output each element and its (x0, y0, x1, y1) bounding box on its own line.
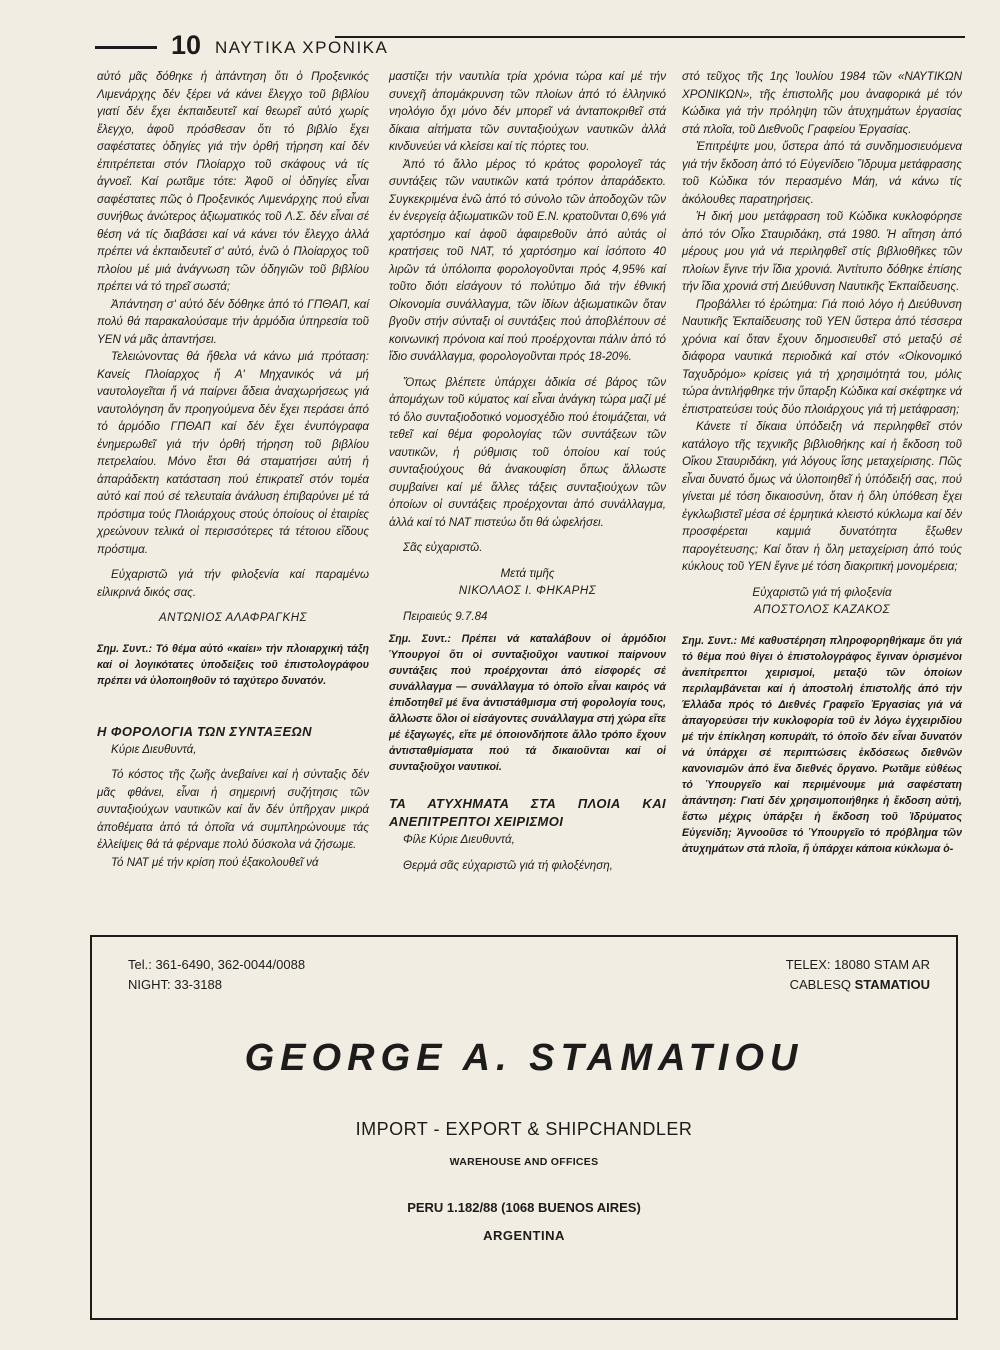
col1-paragraph-2: Ἀπάντηση σ' αὐτό δέν δόθηκε ἀπό τό ΓΠΘΑΠ, καί πολύ θά παρακαλούσαμε τήν ἁρμόδια ὑπηρεσία τοῦ ΥΕΝ νά μᾶς ἀπαντήσει. (97, 297, 369, 346)
ad-night-phone: NIGHT: 33-3188 (128, 977, 222, 992)
col2-thanks: Σᾶς εὐχαριστῶ. (403, 541, 483, 554)
ad-telex: TELEX: 18080 STAM AR (785, 957, 930, 972)
col1-editor-note (97, 641, 369, 689)
column-3 (682, 68, 962, 857)
col3-paragraph-1: στό τεῦχος τῆς 1ης Ἰουλίου 1984 τῶν «ΝΑΥΤΙΚΩΝ ΧΡΟΝΙΚΩΝ», τῆς ἐπιστολῆς μου ἀναφορικά μέ τόν Κώδικα γιά τήν πρόληψη τῶν ἀτυχημάτων ἐργασίας στά πλοῖα, τοῦ Διεθνοῦς Γραφείου Ἐργασίας. (682, 70, 962, 136)
col1-paragraph-4: Εὐχαριστῶ γιά τήν φιλοξενία καί παραμένω εἰλικρινά δικός σας. (97, 568, 369, 599)
ad-cable-name: STAMATIOU (854, 977, 930, 992)
col1-paragraph-5: Τό κόστος τῆς ζωῆς ἀνεβαίνει καί ἡ σύνταξις δέν μᾶς φθάνει, εἶναι ἡ σημερινή συζήτησις τῶν συνταξιούχων ναυτικῶν καί ἄν δέν ὑπῆρχαν μικρά ἀποθέματα ἀπό τά ὁποῖα νά συμπληρώνουμε τάς ἐλλείψεις θά τά φέρναμε πολύ δύσκολα νά ζήσωμε. (97, 768, 369, 851)
ad-telephone: Tel.: 361-6490, 362-0044/0088 (128, 957, 306, 972)
col2-editor-note (389, 631, 666, 775)
advertisement-box (90, 935, 958, 1320)
col3-paragraph-5: Κάνετε τί δίκαια ὑπόδειξη νά περιληφθεῖ στόν κατάλογο τῆς τεχνικῆς βιβλιοθήκης καί ἡ ἔκδοση τοῦ Οἴκου Σταυριδάκη, γιά λόγους ἴσης μεταχείρισης. Πῶς εἶναι δυνατό ὅμως νά ὑλοποιηθεῖ ἡ ὑπόδειξή σας, πού γίνεται μέ τόση δικαιοσύνη, ὅταν ἡ ὅλη ὑπόθεση ἔχει ἐγκλωβιστεῖ μέσα σέ ἑρμητικά κλειστό κύκλωμα καί δέν προσφέρεται καμμιά δυνατότητα ἔξωθεν παρογέτευσης; Καί ὅταν ἡ ὅλη μεταχείριση ἀπό τούς κύκλους τοῦ ΥΕΝ ἔγινε μέ τόση διακριτική μονομέρεια; (682, 420, 962, 573)
col3-closing: Εὐχαριστῶ γιά τή φιλοξενία (752, 585, 892, 599)
col1-signature: ΑΝΤΩΝΙΟΣ ΑΛΑΦΡΑΓΚΗΣ (158, 611, 308, 624)
column-2 (389, 68, 666, 874)
col2-paragraph-4: Θερμά σᾶς εὐχαριστῶ γιά τή φιλοξένηση, (403, 858, 613, 872)
ad-business-line: IMPORT - EXPORT & SHIPCHANDLER (355, 1119, 693, 1139)
ad-cable-prefix: CABLESQ (789, 977, 852, 992)
col3-editor-note (682, 633, 962, 857)
header-rule-left (95, 46, 157, 49)
col2-signature: ΝΙΚΟΛΑΟΣ Ι. ΦΗΚΑΡΗΣ (458, 584, 597, 597)
note-label: Σημ. Συντ.: (97, 642, 153, 655)
note-label: Σημ. Συντ.: (389, 633, 451, 645)
col2-place-date: Πειραιεύς 9.7.84 (403, 609, 488, 623)
ad-company-name: GEORGE A. STAMATIOU (244, 1037, 804, 1079)
section-title-pensions: Η ΦΟΡΟΛΟΓΙΑ ΤΩΝ ΣΥΝΤΑΞΕΩΝ (97, 723, 312, 739)
ad-cable (786, 975, 930, 995)
col2-salutation: Φίλε Κύριε Διευθυντά, (403, 833, 515, 846)
col1-paragraph-6: Τό ΝΑΤ μέ τήν κρίση πού ἐξακολουθεῖ νά (111, 855, 319, 869)
page-number: 10 (171, 30, 202, 60)
col3-paragraph-2: Ἐπιτρέψτε μου, ὕστερα ἀπό τά συνδημοσιευόμενα γιά τήν ἔκδοση ἀπό τό Εὐγενίδειο Ἵδρυμα μετάφρασης τοῦ Κώδικα τόν περασμένο Μάη, νά κάνω τίς ἀκόλουθες παρατηρήσεις. (682, 140, 962, 206)
col1-paragraph-1: αὐτό μᾶς δόθηκε ἡ ἀπάντηση ὅτι ὁ Προξενικός Λιμενάρχης δέν ξέρει νά κάνει ἔλεγχο τοῦ βιβλίου γιατί δέν ἔχει ἐκπαιδευτεῖ καί θεωρεῖ αὐτό χωρίς ἔλεγχο, ἀφοῦ πρόσθεσαν ὅτι τό βιβλίο ἔχει σαφέστατες ὁδηγίες γιά τήν ὀρθή τήρηση καί δέν ἐπιτρέπεται στόν Πλοίαρχο τοῦ σκάφους νά τίς ἀγνοεῖ. Καί ρωτᾶμε τότε: Ἀφοῦ οἱ ὁδηγίες εἶναι σαφέστατες πῶς ὁ Προξενικός Λιμενάρχης πού εἶναι συνήθως ἀνώτερος ἀξιωματικός τοῦ Λ.Σ. δέν εἶναι σέ θέση νά τίς διαβάσει καί νά κάνει τόν ἔλεγχο ἀλλά πρέπει νά ἐκπαιδευτεῖ σ' αὐτό, ἐνῶ ὁ Πλοίαρχος τοῦ πλοίου μέ μιά ἀνάγνωση τῶν ὁδηγιῶν τοῦ βιβλίου πρέπει νά τό τηρεῖ σωστά; (97, 70, 369, 293)
col3-paragraph-4: Προβάλλει τό ἐρώτημα: Γιά ποιό λόγο ἡ Διεύθυνση Ναυτικῆς Ἐκπαίδευσης τοῦ ΥΕΝ ὕστερα ἀπό τέσσερα χρόνια καί ὅταν ἔχουν δημοσιευθεῖ στό μεταξύ σέ διάφορα ναυτικά περιοδικά καί στόν «Οἰκονομικό Ταχυδρόμο» κρίσεις γιά τή χρησιμότητά του, μόλις τώρα ἀντιλήφθηκε τήν ὕπαρξη Κώδικα καί σκέφτηκε νά ἐπιστρατεύσει τούς δύο πλοιάρχους γιά τή μετάφραση; (682, 297, 962, 416)
col2-paragraph-1: μαστίζει τήν ναυτιλία τρία χρόνια τώρα καί μέ τήν συνεχῆ ἀπομάκρυνση τῶν πλοίων ἀπό τό ἑλληνικό νηολόγιο ὄχι μόνο δέν μπορεῖ νά ἀνταποκριθεῖ στά δίκαια αἰτήματα τῶν συνταξιούχων ναυτικῶν ἀλλά κινδυνεύει νά κλείσει καί τίς πόρτες του. (389, 70, 666, 153)
ad-country: ARGENTINA (483, 1228, 565, 1243)
column-1 (97, 68, 369, 871)
col2-closing: Μετά τιμῆς (500, 566, 555, 580)
col3-paragraph-3: Ἡ δική μου μετάφραση τοῦ Κώδικα κυκλοφόρησε ἀπό τόν Οἶκο Σταυριδάκη, στά 1980. Ἡ αἴτηση ἀπό μέρους μου γιά νά περιληφθεῖ στίς βιβλιοθῆκες τῶν πλοίων ἔγινε τήν ἴδια χρονιά. Ἀντίτυπο δόθηκε ἐπίσης τήν ἴδια χρονιά στή Διεύθυνση Ναυτικῆς Ἐκπαίδευσης. (682, 210, 962, 293)
note-text: Τό θέμα αὐτό «καίει» τήν πλοιαρχική τάξη καί οἱ λογικότατες ὑποδείξεις τοῦ ἐπιστολογράφου πρέπει νά ὑλοποιηθοῦν τό ταχύτερο δυνατόν. (97, 642, 369, 687)
ad-contact-right (786, 955, 930, 995)
header-rule-right (335, 36, 965, 38)
col2-paragraph-2: Ἀπό τό ἄλλο μέρος τό κράτος φορολογεῖ τάς συντάξεις τῶν ναυτικῶν κατά τρόπον ἀπαράδεκτο. Συγκεκριμένα ἐνῶ ἀπό τό σύνολο τῶν ἀποδοχῶν τῶν ἐν ἐνεργείᾳ ἀξιωματικῶν τοῦ Ε.Ν. κρατοῦνται 0,6% γιά χαρτόσημο καί ἀφοῦ ἀφαιρεθοῦν ἀπό αὐτάς οἱ κρατήσεις τοῦ ΝΑΤ, τό χαρτόσημο καί ἰσόποτο 40 λιρῶν τά ὑπόλοιπα φορολογοῦνται πρός 4,95% καί τοῦτο διότι εἰσάγουν τό πολύτιμο διά τήν ἐθνική Οἰκονομία συνάλλαγμα, τῶν ἰδίων ἀξιωματικῶν ὅταν βγοῦν στήν σύνταξι οἱ συντάξεις πού ἀποβλέπουν σέ κοινωνική πρόνοια καί πού προέρχονται πάλιν ἀπό τό ἴδιο συνάλλαγμα, φορολογοῦνται πρός 18-20%. (389, 157, 666, 363)
page-header (95, 30, 965, 60)
col1-paragraph-3: Τελειώνοντας θά ἤθελα νά κάνω μιά πρόταση: Κανείς Πλοίαρχος ἤ Α' Μηχανικός νά μή ναυτολογεῖται ἤ νά παίρνει ἄδεια ἀναχωρήσεως γιά ναυτολόγηση ἄν προηγούμενα δέν ἔχει περάσει ἀπό τό ἁρμόδιο ΓΠΘΑΠ καί δέν ἔχει ἐνυπόγραφα ἐνημερωθεῖ γιά τήν ὀρθή τήρηση τοῦ βιβλίου πετρελαίου. Μόνο ἔτσι θά σταματήσει αὐτή ἡ ἀπαράδεκτη κατάσταση πού ἐπικρατεῖ στόν τομέα αὐτό καί πού σέ τελευταία ἀνάλυση ἐπιβαρύνει μέ τά πρόστιμα τούς Πλοιάρχους στούς ὁποίους οἱ ἑταιρίες χρεώνουν τελικά οἱ περισσότερες τά τέτοιου εἴδους πρόστιμα. (97, 350, 369, 556)
section-title-accidents: ΤΑ ΑΤΥΧΗΜΑΤΑ ΣΤΑ ΠΛΟΙΑ ΚΑΙ ΑΝΕΠΙΤΡΕΠΤΟΙ ΧΕΙΡΙΣΜΟΙ (389, 796, 666, 829)
ad-contact-left (128, 955, 305, 995)
col3-signature: ΑΠΟΣΤΟΛΟΣ ΚΑΖΑΚΟΣ (753, 603, 891, 616)
ad-address: PERU 1.182/88 (1068 BUENOS AIRES) (407, 1200, 641, 1215)
note-text: Πρέπει νά καταλάβουν οἱ ἁρμόδιοι Ὑπουργοί ὅτι οἱ συνταξιοῦχοι ναυτικοί παίρνουν συντάξεις πού προέρχονται ἀπό εἰσφορές σέ συνάλλαγμα — συνάλλαγμα τό ὁποῖο εἶναι καιρός νά ἐπιδοτηθεῖ μέ ἕνα ἀντιστάθμισμα στή φορολογία τους, ἄλλωστε ὅλοι οἱ εἰσάγοντες συνάλλαγμα στή χώρα εἴτε μέ ἐξαγωγές, εἴτε μέ ὁποιονδήποτε ἄλλο τρόπο ἔχουν ἀντισταθμίσματα πού τά δικαιοῦνται καί οἱ συνταξιοῦχοι ναυτικοί. (389, 633, 667, 773)
publication-title: ΝΑΥΤΙΚΑ ΧΡΟΝΙΚΑ (215, 38, 389, 57)
note-label: Σημ. Συντ.: (682, 634, 738, 647)
col1-salutation: Κύριε Διευθυντά, (111, 742, 197, 756)
col2-paragraph-3: Ὅπως βλέπετε ὑπάρχει ἀδικία σέ βάρος τῶν ἀπομάχων τοῦ κύματος καί εἶναι ἀνάγκη τώρα μαζί μέ τό ὅλο συνταξιοδοτικό νομοσχέδιο πού ἑτοιμάζεται, νά τεθεῖ καί θέμα φορολογίας τῶν συντάξεων τῶν ναυτικῶν, ἡ ρύθμισις τοῦ ὁποίου καί τούς συνταξιούχους θά ἀνακουφίση ὅπως ἄλλωστε συμβαίνει καί μέ ἄλλες τάξεις συνταξιούχων τῶν ὁποίων οἱ συντάξεις προέρχονται ἀπό συνάλλαγμα, ἀλλά καί τό ΝΑΤ πιστεύω ὅτι θά ὠφελήσει. (389, 375, 666, 529)
ad-warehouse: WAREHOUSE AND OFFICES (449, 1156, 599, 1168)
note-text: Μέ καθυστέρηση πληροφορηθήκαμε ὅτι γιά τό θέμα πού θίγει ὁ ἐπιστολογράφος ἔγιναν ὁρισμένοι ἀνεπίτρεπτοι χειρισμοί, μεταξύ τῶν ὁποίων περιλαμβάνεται καί ἡ ἀποστολή ἐπιστολῆς ἀπό τήν Ἑλλάδα πρός τό Διεθνές Γραφεῖο Ἐργασίας γιά νά ἀπαγορεύσει τήν κυκλοφορία τοῦ ἐν λόγω ἐγχειριδίου μέ τήν ἐπίκληση κοπυράϊτ, τό ὁποῖο δέν εἶναι δυνατόν νά ὑπάρχει σέ περιπτώσεις ἐκδόσεως διεθνῶν κανονισμῶν ἀπό ἕνα διεθνές ὄργανο. Ρωτᾶμε εὐθέως τό Ὑπουργεῖο καί περιμένουμε μιά σαφέστατη ἀπάντηση: Γιατί δέν χρησιμοποιήθηκε ἡ ἔκδοση αὐτή, ἔστω μέχρις ὑπάρξει ἡ ἔκδοση τοῦ Ἱδρύματος Εὐγενίδη; Ἀγνοοῦσε τό Ὑπουργεῖο τό πρόβλημα τῶν ἀτυχημάτων στά πλοῖα, ἤ ὑπάρχει κάποια κύκλωμα ὁ- (682, 634, 962, 855)
